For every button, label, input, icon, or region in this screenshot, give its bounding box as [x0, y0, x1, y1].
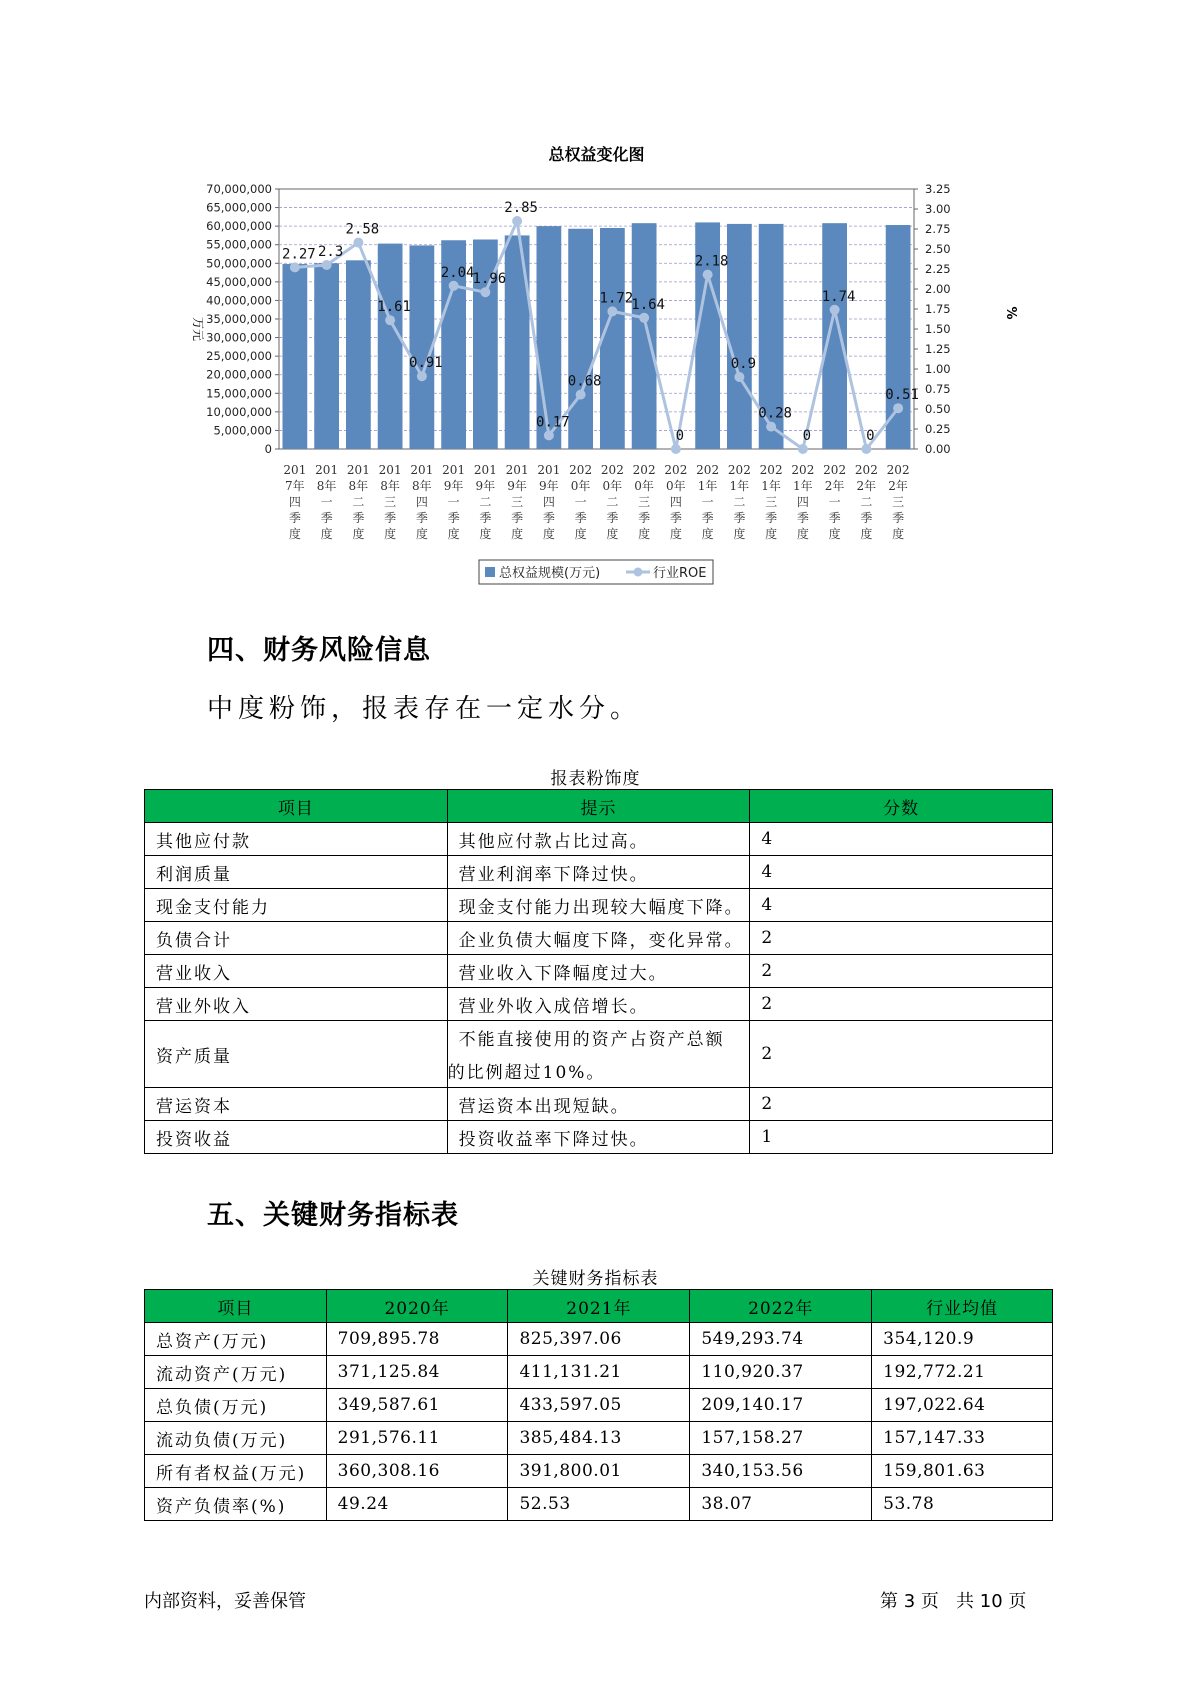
- point-roe: [766, 422, 776, 432]
- x-tick-label: 季: [638, 511, 651, 525]
- data-label-roe: 1.64: [631, 296, 665, 313]
- x-tick-label: 202: [727, 463, 751, 477]
- x-tick-label: 季: [415, 511, 428, 525]
- y2-tick-label: 3.00: [925, 202, 951, 216]
- x-tick-label: 度: [352, 527, 365, 541]
- x-tick-label: 季: [447, 511, 460, 525]
- x-tick-label: 三: [384, 495, 397, 509]
- kpi-2020: 371,125.84: [326, 1356, 508, 1389]
- point-roe: [639, 313, 649, 323]
- y-tick-label: 20,000,000: [206, 367, 272, 382]
- x-tick-label: 度: [542, 527, 555, 541]
- x-tick-label: 度: [765, 527, 778, 541]
- x-tick-label: 三: [765, 495, 778, 509]
- x-tick-label: 度: [638, 527, 651, 541]
- kpi-2020: 291,576.11: [326, 1422, 508, 1455]
- x-tick-label: 季: [574, 511, 587, 525]
- x-tick-label: 四: [415, 495, 428, 509]
- y-axis-label: 万元: [191, 316, 205, 342]
- data-label-roe: 1.96: [472, 271, 507, 288]
- point-roe: [798, 444, 808, 454]
- y2-tick-label: 2.00: [925, 282, 951, 296]
- x-tick-label: 季: [288, 511, 301, 525]
- x-tick-label: 2年: [856, 479, 877, 493]
- risk-score: 2: [750, 922, 1053, 955]
- x-tick-label: 一: [320, 495, 333, 509]
- kpi-industry-avg: 53.78: [872, 1488, 1053, 1521]
- bar-equity: [282, 264, 307, 449]
- risk-hint: 营运资本出现短缺。: [447, 1088, 750, 1121]
- risk-table-row: [145, 955, 1053, 988]
- y-tick-label: 30,000,000: [206, 330, 272, 345]
- y-tick-label: 0: [264, 442, 272, 456]
- point-roe: [385, 315, 395, 325]
- x-tick-label: 季: [606, 511, 619, 525]
- risk-table-row: [145, 988, 1053, 1021]
- point-roe: [671, 444, 681, 454]
- point-roe: [512, 216, 522, 226]
- x-tick-label: 度: [415, 527, 428, 541]
- data-label-roe: 1.72: [599, 290, 634, 307]
- x-tick-label: 度: [733, 527, 746, 541]
- x-tick-label: 季: [701, 511, 714, 525]
- point-roe: [417, 371, 427, 381]
- kpi-item: 流动负债(万元): [145, 1422, 327, 1455]
- x-tick-label: 201: [505, 463, 529, 477]
- x-tick-label: 一: [574, 495, 587, 509]
- risk-table-row: [145, 922, 1053, 955]
- x-tick-label: 9年: [507, 479, 527, 493]
- y2-tick-label: 0.50: [925, 402, 951, 416]
- risk-item: 资产质量: [145, 1021, 448, 1088]
- kpi-2021: 385,484.13: [508, 1422, 690, 1455]
- risk-item: 营业外收入: [145, 988, 448, 1021]
- kpi-item: 资产负债率(%): [145, 1488, 327, 1521]
- x-tick-label: 度: [288, 527, 301, 541]
- y2-tick-label: 1.50: [925, 322, 951, 336]
- x-tick-label: 202: [823, 463, 847, 477]
- y2-tick-label: 2.75: [925, 222, 951, 236]
- x-tick-label: 度: [511, 527, 524, 541]
- risk-score: 1: [750, 1121, 1053, 1154]
- x-tick-label: 0年: [666, 479, 686, 493]
- kpi-table-row: [145, 1389, 1053, 1422]
- legend-bar-label: 总权益规模(万元): [499, 566, 601, 581]
- data-label-roe: 0.9: [730, 356, 757, 372]
- kpi-table-header: [145, 1290, 1053, 1323]
- x-tick-label: 四: [288, 495, 301, 509]
- x-tick-label: 202: [791, 463, 815, 477]
- kpi-header-item: 项目: [145, 1290, 327, 1323]
- point-roe: [607, 306, 617, 316]
- risk-item: 现金支付能力: [145, 889, 448, 922]
- x-tick-label: 1年: [729, 479, 750, 493]
- kpi-2021: 52.53: [508, 1488, 690, 1521]
- x-tick-label: 度: [447, 527, 460, 541]
- kpi-table-row: [145, 1323, 1053, 1356]
- risk-hint: 现金支付能力出现较大幅度下降。: [447, 889, 750, 922]
- kpi-industry-avg: 192,772.21: [872, 1356, 1053, 1389]
- risk-item: 营运资本: [145, 1088, 448, 1121]
- footer-left: 内部资料，妥善保管: [144, 1591, 306, 1612]
- kpi-table-row: [145, 1455, 1053, 1488]
- section5-title: 五、关键财务指标表: [207, 1200, 459, 1231]
- kpi-2020: 49.24: [326, 1488, 508, 1521]
- x-tick-label: 一: [447, 495, 460, 509]
- kpi-2021: 825,397.06: [508, 1323, 690, 1356]
- data-label-roe: 2.04: [440, 264, 475, 281]
- data-label-roe: 2.27: [282, 246, 316, 263]
- x-tick-label: 季: [828, 511, 841, 525]
- y2-tick-label: 3.25: [925, 182, 951, 196]
- kpi-2022: 549,293.74: [690, 1323, 872, 1356]
- risk-table-header: [145, 790, 1053, 823]
- bar-equity: [346, 260, 371, 449]
- risk-header-hint: 提示: [447, 790, 750, 823]
- x-tick-label: 四: [796, 495, 809, 509]
- x-tick-label: 度: [606, 527, 619, 541]
- x-tick-label: 201: [315, 463, 339, 477]
- x-tick-label: 度: [669, 527, 682, 541]
- data-label-roe: 0.91: [409, 355, 443, 372]
- x-tick-label: 201: [473, 463, 497, 477]
- x-tick-label: 季: [733, 511, 746, 525]
- kpi-2021: 411,131.21: [508, 1356, 690, 1389]
- kpi-2021: 433,597.05: [508, 1389, 690, 1422]
- y2-tick-label: 1.25: [925, 342, 951, 356]
- x-tick-label: 一: [828, 495, 841, 509]
- risk-hint: 营业利润率下降过快。: [447, 856, 750, 889]
- data-label-roe: 0: [866, 428, 875, 444]
- x-tick-label: 202: [696, 463, 720, 477]
- x-tick-label: 8年: [316, 479, 337, 493]
- risk-hint-line2: 的比例超过10%。: [447, 1063, 606, 1083]
- point-roe: [893, 403, 903, 413]
- x-tick-label: 季: [860, 511, 873, 525]
- x-tick-label: 201: [283, 463, 307, 477]
- risk-table-row: [145, 1088, 1053, 1121]
- risk-hint: 营业外收入成倍增长。: [447, 988, 750, 1021]
- risk-score: 2: [750, 1088, 1053, 1121]
- kpi-2022: 209,140.17: [690, 1389, 872, 1422]
- kpi-2022: 157,158.27: [690, 1422, 872, 1455]
- risk-score: 4: [750, 856, 1053, 889]
- x-tick-label: 201: [442, 463, 466, 477]
- y-tick-label: 50,000,000: [206, 256, 272, 271]
- x-tick-label: 季: [669, 511, 682, 525]
- bar-equity: [822, 223, 847, 449]
- x-tick-label: 季: [352, 511, 365, 525]
- y-tick-label: 70,000,000: [206, 182, 272, 196]
- y2-tick-label: 0.25: [925, 422, 951, 436]
- point-roe: [544, 430, 554, 440]
- data-label-roe: 0.17: [536, 414, 570, 431]
- equity-chart-svg: [180, 140, 1030, 600]
- x-tick-label: 季: [796, 511, 809, 525]
- risk-table-caption: 报表粉饰度: [550, 769, 641, 789]
- risk-table-row: [145, 1021, 1053, 1088]
- x-tick-label: 8年: [412, 479, 432, 493]
- kpi-header-2020: 2020年: [326, 1290, 508, 1323]
- bar-equity: [568, 229, 593, 449]
- y-tick-label: 55,000,000: [206, 237, 272, 252]
- y-tick-label: 10,000,000: [206, 404, 272, 419]
- kpi-item: 总资产(万元): [145, 1323, 327, 1356]
- y-tick-label: 35,000,000: [206, 312, 272, 326]
- x-tick-label: 度: [828, 527, 841, 541]
- kpi-2021: 391,800.01: [508, 1455, 690, 1488]
- x-tick-label: 0年: [570, 479, 591, 493]
- risk-table-row: [145, 823, 1053, 856]
- x-tick-label: 二: [352, 495, 365, 509]
- x-tick-label: 201: [537, 463, 561, 477]
- x-tick-label: 2年: [824, 479, 845, 493]
- risk-header-item: 项目: [145, 790, 448, 823]
- risk-hint: 投资收益率下降过快。: [447, 1121, 750, 1154]
- x-tick-label: 二: [860, 495, 873, 509]
- bar-equity: [505, 235, 530, 449]
- risk-summary: 中度粉饰，报表存在一定水分。: [207, 694, 642, 724]
- legend-line-marker: [634, 568, 643, 577]
- point-roe: [480, 287, 490, 297]
- x-tick-label: 202: [886, 463, 910, 477]
- x-tick-label: 度: [796, 527, 809, 541]
- x-tick-label: 9年: [539, 479, 559, 493]
- risk-score: 2: [750, 988, 1053, 1021]
- data-label-roe: 2.18: [694, 253, 729, 270]
- x-tick-label: 9年: [475, 479, 496, 493]
- y-tick-label: 60,000,000: [206, 219, 272, 234]
- data-label-roe: 2.85: [504, 200, 538, 216]
- kpi-table-row: [145, 1356, 1053, 1389]
- x-tick-label: 7年: [285, 479, 305, 493]
- x-tick-label: 度: [701, 527, 714, 541]
- y2-tick-label: 2.50: [925, 242, 951, 256]
- data-label-roe: 0.51: [885, 387, 919, 404]
- x-tick-label: 9年: [443, 479, 464, 493]
- x-tick-label: 8年: [380, 479, 400, 493]
- kpi-industry-avg: 157,147.33: [872, 1422, 1053, 1455]
- x-tick-label: 1年: [793, 479, 813, 493]
- x-tick-label: 季: [320, 511, 333, 525]
- data-label-roe: 0.68: [567, 373, 602, 390]
- x-tick-label: 三: [892, 495, 905, 509]
- x-tick-label: 季: [892, 511, 905, 525]
- x-tick-label: 度: [574, 527, 587, 541]
- x-tick-label: 二: [479, 495, 492, 509]
- kpi-2022: 110,920.37: [690, 1356, 872, 1389]
- x-tick-label: 三: [638, 495, 651, 509]
- risk-item: 其他应付款: [145, 823, 448, 856]
- x-tick-label: 1年: [697, 479, 718, 493]
- kpi-header-2022: 2022年: [690, 1290, 872, 1323]
- x-tick-label: 季: [479, 511, 492, 525]
- x-tick-label: 202: [664, 463, 688, 477]
- x-tick-label: 三: [511, 495, 524, 509]
- x-tick-label: 二: [733, 495, 746, 509]
- x-tick-label: 季: [384, 511, 397, 525]
- x-tick-label: 二: [606, 495, 619, 509]
- x-tick-label: 季: [765, 511, 778, 525]
- y2-tick-label: 0.00: [925, 442, 951, 456]
- kpi-2020: 709,895.78: [326, 1323, 508, 1356]
- x-tick-label: 度: [892, 527, 905, 541]
- data-label-roe: 1.74: [821, 288, 856, 305]
- data-label-roe: 0: [675, 428, 685, 444]
- x-tick-label: 季: [542, 511, 555, 525]
- risk-hint: [447, 1021, 750, 1088]
- footer-page-number: 第 3 页 共 10 页: [880, 1591, 1027, 1612]
- x-tick-label: 度: [479, 527, 492, 541]
- point-roe: [734, 372, 744, 382]
- y-tick-label: 15,000,000: [206, 386, 272, 401]
- y-tick-label: 45,000,000: [206, 274, 272, 289]
- point-roe: [449, 281, 459, 291]
- kpi-table-row: [145, 1422, 1053, 1455]
- y2-tick-label: 0.75: [925, 382, 951, 396]
- x-tick-label: 202: [600, 463, 624, 477]
- kpi-table: [144, 1289, 1053, 1521]
- point-roe: [353, 238, 363, 248]
- risk-score: 4: [750, 823, 1053, 856]
- kpi-item: 所有者权益(万元): [145, 1455, 327, 1488]
- risk-header-score: 分数: [750, 790, 1053, 823]
- point-roe: [703, 270, 713, 280]
- y-tick-label: 40,000,000: [206, 293, 272, 308]
- risk-item: 负债合计: [145, 922, 448, 955]
- kpi-industry-avg: 354,120.9: [872, 1323, 1053, 1356]
- chart-title: 总权益变化图: [548, 145, 645, 164]
- kpi-table-caption: 关键财务指标表: [532, 1269, 659, 1289]
- x-tick-label: 201: [378, 463, 402, 477]
- x-tick-label: 度: [860, 527, 873, 541]
- kpi-item: 流动资产(万元): [145, 1356, 327, 1389]
- x-tick-label: 度: [384, 527, 397, 541]
- kpi-item: 总负债(万元): [145, 1389, 327, 1422]
- data-label-roe: 2.3: [317, 244, 344, 260]
- data-label-roe: 2.58: [345, 221, 380, 238]
- bar-equity: [314, 263, 339, 449]
- risk-table-row: [145, 856, 1053, 889]
- point-roe: [861, 444, 871, 454]
- risk-hint-line1: 不能直接使用的资产占资产总额: [458, 1030, 725, 1050]
- x-tick-label: 201: [346, 463, 370, 477]
- risk-item: 营业收入: [145, 955, 448, 988]
- x-tick-label: 四: [542, 495, 555, 509]
- bar-equity: [727, 224, 752, 449]
- x-tick-label: 202: [569, 463, 593, 477]
- risk-table: [144, 789, 1053, 1154]
- y2-tick-label: 2.25: [925, 262, 951, 276]
- risk-hint: 营业收入下降幅度过大。: [447, 955, 750, 988]
- y-tick-label: 65,000,000: [206, 200, 272, 215]
- point-roe: [576, 390, 586, 400]
- y-tick-label: 5,000,000: [213, 423, 272, 438]
- point-roe: [322, 260, 332, 270]
- data-label-roe: 0: [802, 428, 812, 444]
- bar-equity: [378, 244, 403, 449]
- legend-bar-swatch: [485, 567, 495, 577]
- x-tick-label: 202: [632, 463, 656, 477]
- x-tick-label: 四: [669, 495, 682, 509]
- legend-line-label: 行业ROE: [653, 566, 707, 581]
- x-tick-label: 202: [759, 463, 783, 477]
- x-tick-label: 2年: [888, 479, 908, 493]
- kpi-2020: 360,308.16: [326, 1455, 508, 1488]
- kpi-header-2021: 2021年: [508, 1290, 690, 1323]
- risk-score: 2: [750, 955, 1053, 988]
- risk-table-row: [145, 1121, 1053, 1154]
- x-tick-label: 季: [511, 511, 524, 525]
- x-tick-label: 8年: [348, 479, 369, 493]
- kpi-2022: 340,153.56: [690, 1455, 872, 1488]
- x-tick-label: 201: [410, 463, 434, 477]
- section4-title: 四、财务风险信息: [207, 635, 431, 666]
- x-tick-label: 0年: [602, 479, 623, 493]
- kpi-industry-avg: 197,022.64: [872, 1389, 1053, 1422]
- point-roe: [830, 305, 840, 315]
- kpi-industry-avg: 159,801.63: [872, 1455, 1053, 1488]
- risk-hint: 其他应付款占比过高。: [447, 823, 750, 856]
- risk-hint: 企业负债大幅度下降，变化异常。: [447, 922, 750, 955]
- equity-chart: [180, 140, 1030, 600]
- x-tick-label: 1年: [761, 479, 781, 493]
- risk-item: 利润质量: [145, 856, 448, 889]
- y2-tick-label: 1.00: [925, 362, 951, 376]
- y-tick-label: 25,000,000: [206, 349, 272, 364]
- x-tick-label: 度: [320, 527, 333, 541]
- bar-equity: [632, 223, 657, 449]
- x-tick-label: 一: [701, 495, 714, 509]
- bar-equity: [886, 225, 911, 449]
- risk-score: 2: [750, 1021, 1053, 1088]
- risk-table-row: [145, 889, 1053, 922]
- kpi-2020: 349,587.61: [326, 1389, 508, 1422]
- y2-tick-label: 1.75: [925, 302, 951, 316]
- risk-score: 4: [750, 889, 1053, 922]
- kpi-header-industry-avg: 行业均值: [872, 1290, 1053, 1323]
- x-tick-label: 202: [854, 463, 878, 477]
- x-tick-label: 0年: [634, 479, 654, 493]
- point-roe: [290, 262, 300, 272]
- kpi-2022: 38.07: [690, 1488, 872, 1521]
- y2-axis-label: %: [1003, 306, 1018, 320]
- risk-item: 投资收益: [145, 1121, 448, 1154]
- kpi-table-row: [145, 1488, 1053, 1521]
- data-label-roe: 0.28: [758, 405, 792, 422]
- bar-equity: [600, 228, 625, 449]
- data-label-roe: 1.61: [377, 299, 411, 316]
